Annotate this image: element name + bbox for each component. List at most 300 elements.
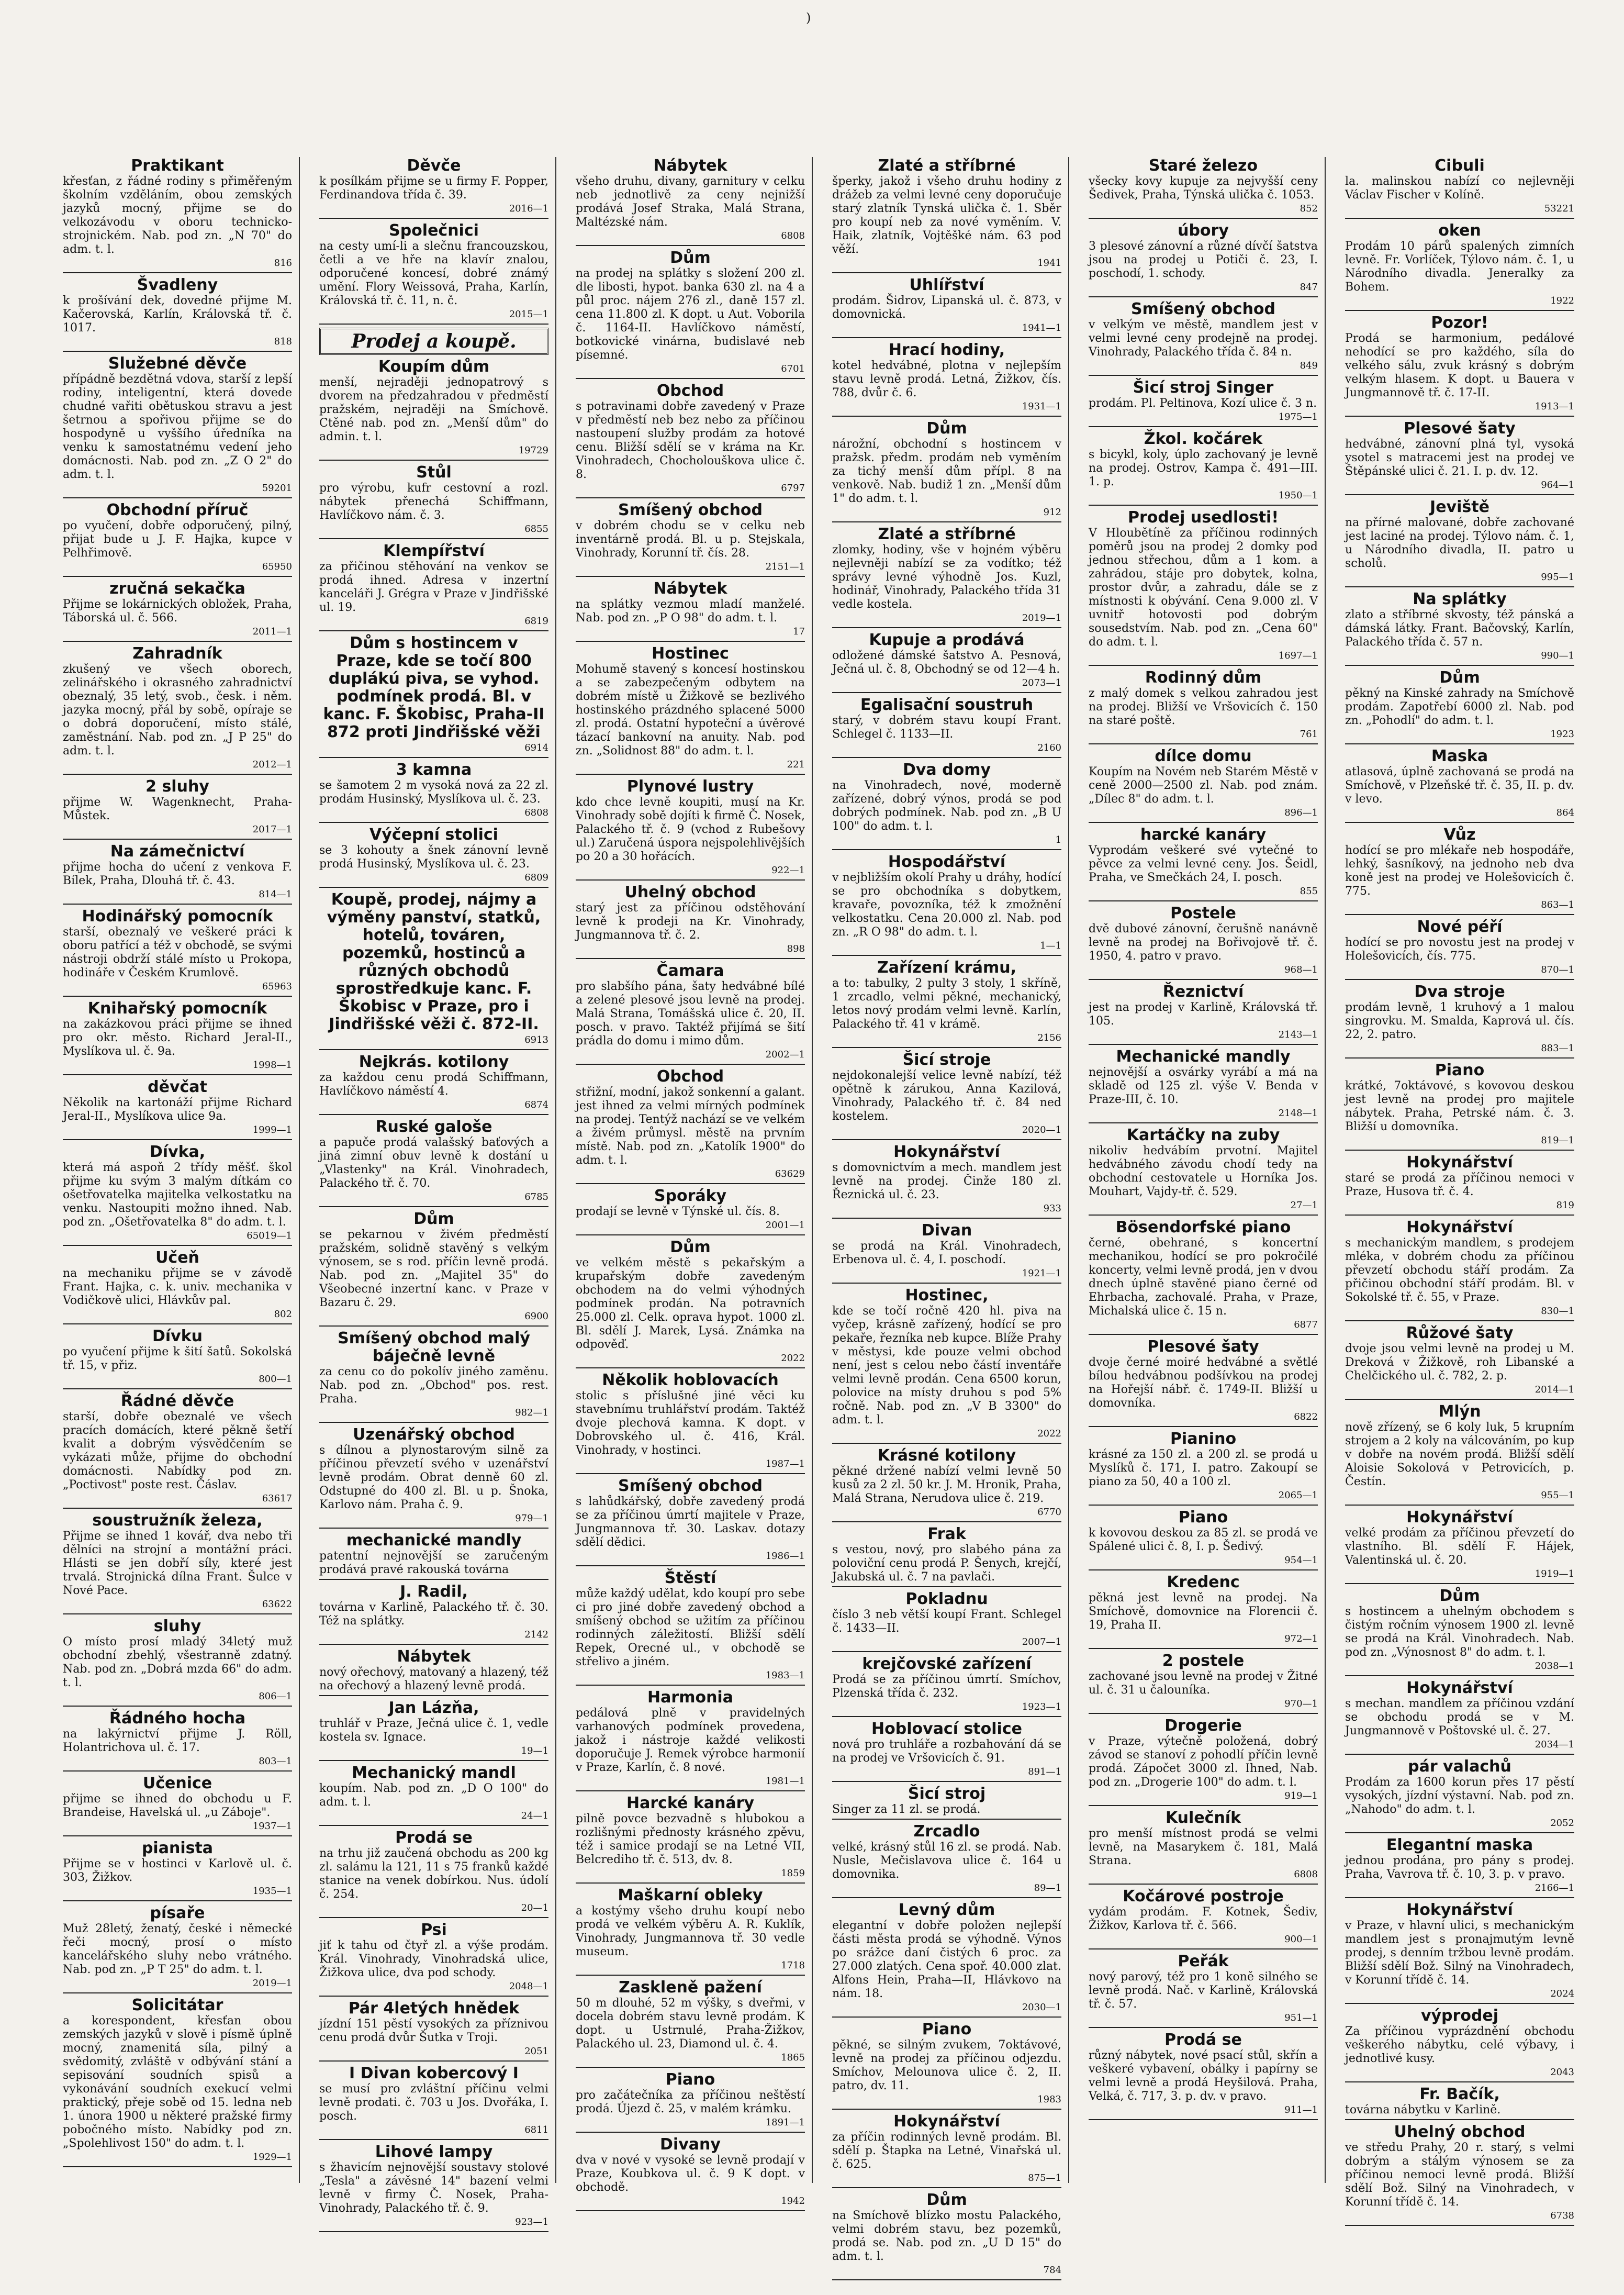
classified-ad xyxy=(63,843,292,905)
ad-heading: Kulečník xyxy=(1165,1809,1241,1827)
ad-heading: Dva stroje xyxy=(1414,983,1505,1001)
classified-ad xyxy=(1089,1338,1318,1427)
ad-reference-number: 819 xyxy=(1556,1200,1574,1211)
ad-reference-number: 65950 xyxy=(262,561,292,572)
ad-body: pěkný na Kinské zahrady na Smíchově prodám. Zapotřebí 6000 zl. Nab. pod zn. „Pohodlí" do adm. t. l. xyxy=(1345,687,1574,727)
classified-ad xyxy=(1345,157,1574,219)
ad-reference-number: 1921—1 xyxy=(1022,1268,1061,1279)
ad-heading: Šicí stroj xyxy=(908,1785,986,1803)
classified-ad xyxy=(1345,748,1574,823)
ad-heading: Piano xyxy=(665,2070,715,2089)
ad-heading: Uhelný obchod xyxy=(624,883,756,901)
ad-body: na Vinohradech, nové, moderně zařízené, dobrý výnos, prodá se pod dobrých podmínek. Nab. pod zn. „B U 100" do adm. t. l. xyxy=(832,779,1061,833)
ad-reference-number: 800—1 xyxy=(259,1374,292,1385)
ad-reference-number: 1929—1 xyxy=(252,2152,292,2163)
ad-body: v dobrém chodu se v celku neb inventárně prodá. Bl. u p. Stejskala, Vinohrady, Korunní tř. čís. 28. xyxy=(576,519,805,560)
classified-ad xyxy=(832,1901,1061,2018)
ad-body: vydám prodám. F. Kotnek, Šediv, Žižkov, Karlova tř. č. 566. xyxy=(1089,1906,1318,1932)
ad-body: za přičinou stěhování na venkov se prodá ihned. Adresa v inzertní kanceláři J. Grégra v Praze v Jindřišské ul. 19. xyxy=(319,560,548,614)
ad-heading: Růžové šaty xyxy=(1406,1324,1514,1342)
ad-body: zkušený ve všech oborech, zelinářského i okrasného zahradnictví obeznalý, 35 letý, svob., česk. i něm. jazyka mocný, přál by sobě, opíraje se o dobrá doporučení, místo stálé, zaměstnání. Nab. pod zn. „J P 25" do adm. t. l. xyxy=(63,663,292,757)
ad-body: na splátky vezmou mladí manželé. Nab. pod zn. „P O 98" do adm. t. l. xyxy=(576,598,805,625)
ad-reference-number: 990—1 xyxy=(1541,650,1574,661)
classified-ad xyxy=(1345,1154,1574,1216)
ad-heading: Jeviště xyxy=(1430,498,1489,516)
ad-heading: děvčat xyxy=(148,1078,207,1096)
ad-reference-number: 955—1 xyxy=(1541,1490,1574,1501)
classified-ad xyxy=(1345,2007,1574,2082)
ad-heading: pianista xyxy=(141,1839,214,1857)
ad-heading: Hostinec xyxy=(652,644,729,663)
ad-body: starý jest za příčinou odstěhování levně k prodeji na Kr. Vinohrady, Jungmannova tř. č. 2. xyxy=(576,901,805,942)
classified-ad xyxy=(63,1618,292,1707)
ad-heading: Koupě, prodej, nájmy a výměny panství, statků, hotelů, továren, pozemků, hostinců a různých obchodů sprostředkuje kanc. F. Škobisc v Praze, pro i Jindřišské věži č. 872-II. xyxy=(327,890,541,1033)
classified-ad xyxy=(63,1512,292,1614)
ad-body: Singer za 11 zl. se prodá. xyxy=(832,1803,981,1816)
ad-reference-number: 53221 xyxy=(1544,203,1574,214)
ad-heading: Dům xyxy=(926,419,967,438)
ad-heading: Dva domy xyxy=(902,761,991,779)
classified-ad xyxy=(1089,1717,1318,1806)
ad-body: různý nábytek, nové psací stůl, skřín a veškeré vybavení, obálky i papírny se velmi levně a prodá Heyšilová. Praha, Velká, č. 717, 3. p. dv. v pravo. xyxy=(1089,2049,1318,2103)
classified-ad xyxy=(319,358,548,461)
ad-heading: Plynové lustry xyxy=(626,777,754,796)
ad-heading: Maska xyxy=(1431,747,1488,765)
ad-body: nový ořechový, matovaný a hlazený, též na ořechový a hlazený levně prodá. xyxy=(319,1666,548,1692)
ad-reference-number: 6808 xyxy=(524,807,548,818)
ad-heading: Uhlířství xyxy=(909,276,984,294)
classified-ad xyxy=(832,341,1061,417)
classified-ad xyxy=(63,1328,292,1389)
ad-reference-number: 995—1 xyxy=(1541,572,1574,583)
ad-heading: 3 kamna xyxy=(396,761,472,779)
classified-ad xyxy=(1089,905,1318,980)
ad-reference-number: 1981—1 xyxy=(765,1776,805,1787)
ad-body: černé, obehrané, s koncertní mechanikou, hodící se pro pokročilé koncerty, velmi levně prodá, jen v dvou dnech úplně stavěné piano černé od Ehrbacha, zachovalé. Praha, v Praze, Michalská ulice č. 15 n. xyxy=(1089,1236,1318,1318)
classified-ad xyxy=(1089,1509,1318,1570)
ad-heading: Řeznictví xyxy=(1162,983,1244,1001)
classified-ad xyxy=(832,1287,1061,1444)
ad-heading: Psi xyxy=(421,1921,447,1939)
ad-body: za každou cenu prodá Schiffmann, Havlíčkovo náměstí 4. xyxy=(319,1071,548,1098)
ad-heading: Hokynářství xyxy=(1406,1508,1513,1527)
ad-heading: soustružník železa, xyxy=(92,1511,263,1530)
ad-reference-number: 1999—1 xyxy=(252,1124,292,1135)
ad-reference-number: 855 xyxy=(1300,886,1318,897)
ad-reference-number: 2014—1 xyxy=(1535,1384,1574,1395)
ad-reference-number: 2160 xyxy=(1037,742,1061,753)
classified-ad xyxy=(832,631,1061,693)
ad-reference-number: 849 xyxy=(1300,360,1318,371)
classified-ad xyxy=(832,853,1061,956)
classified-ad xyxy=(319,826,548,888)
ad-reference-number: 1942 xyxy=(781,2196,805,2207)
ad-body: elegantní v dobře položen nejlepší části města prodá se výhodně. Výnos po srážce daní čistých 6 proc. za 27.000 zlatých. Cena spoř. 40.000 zlat. Alfons Hein, Praha—II, Hlávkovo na nám. 18. xyxy=(832,1919,1061,2000)
ad-body: Za příčinou vyprázdnění obchodu veškerého nábytku, celé výbavy, i jednotlivé kusy. xyxy=(1345,2025,1574,2065)
ad-reference-number: 2002—1 xyxy=(765,1049,805,1060)
ad-body: nejnovější a osvárky vyrábí a má na skladě od 125 zl. výše V. Benda v Praze-III, č. 10. xyxy=(1089,1066,1318,1106)
ad-heading: dílce domu xyxy=(1155,747,1252,765)
ad-heading: Hokynářství xyxy=(893,1143,1000,1161)
ad-reference-number: 803—1 xyxy=(259,1756,292,1767)
classified-ad xyxy=(319,2065,548,2140)
ad-heading: Jan Lázňa, xyxy=(388,1699,479,1717)
ad-heading: Lihové lampy xyxy=(375,2143,493,2161)
ad-body: stolic s příslušné jiné věci ku stavebnímu truhlářství prodám. Taktéž dvoje plechová kamna. K dopt. v Dobrovského ul. č. 416, Král. Vinohrady, v hostinci. xyxy=(576,1389,805,1457)
ad-reference-number: 2156 xyxy=(1037,1032,1061,1043)
ad-heading: Hodinářský pomocník xyxy=(82,907,273,926)
ad-heading: Čamara xyxy=(656,962,724,980)
classified-ad xyxy=(63,502,292,577)
ad-reference-number: 870—1 xyxy=(1541,964,1574,975)
classified-ad xyxy=(576,580,805,642)
classified-ad xyxy=(1089,1430,1318,1506)
ad-body: jízdní 151 pěstí vysokých za příznivou cenu prodá dvůr Šutka v Troji. xyxy=(319,2018,548,2044)
classified-ad xyxy=(1345,222,1574,311)
ad-heading: Kartáčky na zuby xyxy=(1126,1126,1280,1144)
ad-body: Koupím na Novém neb Starém Městě v ceně 2000—2500 zl. Nab. pod znám. „Dílec 8" do adm. t. l. xyxy=(1089,765,1318,806)
classified-ad xyxy=(63,157,292,273)
classified-ad xyxy=(1345,1901,1574,2004)
ad-heading: Dům xyxy=(413,1210,454,1228)
classified-ad xyxy=(832,1143,1061,1219)
ad-heading: Fr. Bačík, xyxy=(1419,2085,1500,2103)
ad-heading: Frak xyxy=(927,1525,966,1543)
ad-body: pěkná jest levně na prodej. Na Smíchově, domovnice na Florencii č. 19, Praha II. xyxy=(1089,1591,1318,1632)
ad-body: Mohumě stavený s koncesí hostinskou a se zabezpečeným odbytem na dobrém místě u Žižkově se bezlivého hostinského prázdného splacené 5000 zl. prodá. Ostatní hypoteční a úvěrové tázací bankovní na anuity. Nab. pod zn. „Solidnost 88" do adm. t. l. xyxy=(576,663,805,757)
ad-heading: Obchod xyxy=(656,382,724,400)
page-mark: ) xyxy=(806,10,811,25)
ad-body: pro menší místnost prodá se velmi levně, na Masarykem č. 181, Malá Strana. xyxy=(1089,1827,1318,1867)
ad-reference-number: 2017—1 xyxy=(252,824,292,835)
ad-body: s mechan. mandlem za příčinou vzdání se obchodu prodá se v M. Jungmannově v Poštovské ul. č. 27. xyxy=(1345,1697,1574,1737)
ad-body: 50 m dlouhé, 52 m výšky, s dveřmi, v docela dobrém stavu levně prodám. K dopt. u Ustrnulé, Praha-Žižkov, Palackého ul. 23, Diamond ul. č. 4. xyxy=(576,1997,805,2051)
ad-reference-number: 2143—1 xyxy=(1278,1029,1318,1040)
ad-reference-number: 6738 xyxy=(1550,2210,1574,2221)
ad-body: v Praze, v hlavní ulici, s mechanickým mandlem jest s pronajmutým levně prodej, s denním tržbou levně prodám. Bližší sdělí Bož. Silný na Vinohradech, v Korunní třídě č. 14. xyxy=(1345,1919,1574,1987)
classified-ad xyxy=(319,157,548,219)
ad-body: prodám. Pl. Peltinova, Kozí ulice č. 3 n. xyxy=(1089,397,1317,410)
ad-reference-number: 1931—1 xyxy=(1022,401,1061,412)
ad-body: nový parový, též pro 1 koně silného se levně prodá. Nač. v Karlině, Královská tř. č. 57. xyxy=(1089,1970,1318,2011)
ad-heading: J. Radil, xyxy=(400,1583,468,1601)
ad-body: V Hloubětíně za příčinou rodinných poměrů jsou na prodej 2 domky pod jednou střechou, dům a 1 kom. a zahrádou, stáje pro dobytek, kolna, prostor dvůr, a zahradu, dále se z místnosti k obývání. Cena 9.000 zl. V uvnitř hotovosti pod dobrým sousedstvím. Nab. pod zn. „Cena 60" do adm. t. l. xyxy=(1089,527,1318,649)
ad-reference-number: 1859 xyxy=(781,1868,805,1879)
ad-heading: Krásné kotilony xyxy=(877,1446,1016,1465)
ad-heading: Smíšený obchod xyxy=(618,1477,763,1495)
classified-ad xyxy=(319,634,548,758)
classified-ad xyxy=(63,1840,292,1901)
ad-heading: Rodinný dům xyxy=(1145,669,1262,687)
ad-reference-number: 1987—1 xyxy=(765,1458,805,1469)
ad-body: jiť k tahu od čtyř zl. a výše prodám. Král. Vinohrady, Vinohradská ulice, Žižkova ulice, dva pod schody. xyxy=(319,1939,548,1979)
ad-heading: Dům xyxy=(1439,669,1480,687)
classified-ad xyxy=(1345,1679,1574,1755)
classified-ad xyxy=(1089,1953,1318,2028)
ad-reference-number: 1950—1 xyxy=(1278,490,1318,501)
ad-heading: Kupuje a prodává xyxy=(869,631,1025,649)
ad-body: po vyučení, dobře odporučený, pilný, přijat bude u J. F. Hajka, kupce v Pelhřimově. xyxy=(63,519,292,560)
classified-ad xyxy=(1089,222,1318,297)
ad-body: krátké, 7oktávové, s kovovou deskou jest levně na prodej pro majitele nábytek. Praha, Petrské nám. č. 3. Bližší u domovníka. xyxy=(1345,1079,1574,1133)
ad-body: s vestou, nový, pro slabého pána za poloviční cenu prodá P. Šenych, krejčí, Jakubská ul. č. 7 na pavlači. xyxy=(832,1543,1061,1584)
classified-ad xyxy=(576,1887,805,1976)
classified-ad xyxy=(832,1525,1061,1587)
column-2 xyxy=(319,157,548,2227)
ad-heading: Hospodářství xyxy=(888,853,1006,871)
classified-ad xyxy=(1345,1219,1574,1321)
ad-body: Přijme se lokárnických obložek, Praha, Táborská ul. č. 566. xyxy=(63,598,292,625)
ad-reference-number: 1697—1 xyxy=(1278,650,1318,661)
ad-reference-number: 951—1 xyxy=(1284,2012,1318,2023)
ad-reference-number: 919—1 xyxy=(1284,1790,1318,1801)
ad-reference-number: 89—1 xyxy=(1034,1882,1061,1893)
ad-heading: Uhelný obchod xyxy=(1394,2123,1526,2141)
ad-body: prodám. Šidrov, Lipanská ul. č. 873, v domovnická. xyxy=(832,294,1061,321)
classified-ad xyxy=(1345,2123,1574,2226)
classified-ad xyxy=(576,962,805,1065)
ad-body: ve velkém městě s pekařským a krupařským dobře zavedeným obchodem na do velmi výhodných podmínek prodán. Na potravních 25.000 zl. Celk. oprava hypot. 1000 zl. Bl. sdělí J. Marek, Lysá. Známka na odpověď. xyxy=(576,1256,805,1351)
ad-body: prodám levně, 1 kruhový a 1 malou singrovku. M. Smalda, Kaprová ul. čís. 22, 2. patro. xyxy=(1345,1001,1574,1041)
ad-reference-number: 2048—1 xyxy=(509,1981,548,1992)
ad-heading: oken xyxy=(1438,221,1481,240)
ad-body: za příčin rodinných levně prodám. Bl. sdělí p. Štapka na Letné, Vinařská ul. č. 625. xyxy=(832,2131,1061,2171)
ad-heading: 2 sluhy xyxy=(145,777,209,796)
ad-reference-number: 27—1 xyxy=(1290,1200,1318,1211)
ad-heading: Šicí stroje xyxy=(902,1051,991,1069)
ad-reference-number: 6770 xyxy=(1037,1507,1061,1518)
classified-ad xyxy=(1089,1574,1318,1649)
column-5 xyxy=(1089,157,1318,2183)
classified-ad xyxy=(319,464,548,539)
ad-reference-number: 2065—1 xyxy=(1278,1490,1318,1501)
classified-ad xyxy=(63,1775,292,1836)
classified-ad xyxy=(832,1823,1061,1898)
ad-reference-number: 59201 xyxy=(262,483,292,494)
ad-reference-number: 2166—1 xyxy=(1535,1882,1574,1893)
ad-body: pro slabšího pána, šaty hedvábné bílé a zelené plesové jsou levně na prodej. Malá Strana, Tomášská ulice č. 20, II. posch. v pravo. Taktéž přijímá se šití prádla do domu i mimo dům. xyxy=(576,980,805,1048)
ad-heading: Maškarní obleky xyxy=(618,1886,763,1904)
ad-heading: Nábytek xyxy=(653,157,727,175)
ad-body: za cenu co do pokolív jiného zaměnu. Nab. pod zn. „Obchod" pos. rest. Praha. xyxy=(319,1365,548,1406)
ad-reference-number: 761 xyxy=(1300,729,1318,740)
ad-heading: Na zámečnictví xyxy=(110,842,245,861)
ad-body: číslo 3 neb větší koupí Frant. Schlegel č. 1433—II. xyxy=(832,1608,1061,1635)
ad-body: a to: tabulky, 2 pulty 3 stoly, 1 skříně, 1 zrcadlo, velmi pěkné, mechanický, letos nový prodám velmi levně. Karlín, Palackého tř. 41 v krámě. xyxy=(832,977,1061,1031)
ad-heading: Štěstí xyxy=(664,1569,716,1587)
column-1 xyxy=(63,157,292,2183)
ad-reference-number: 2142 xyxy=(524,1629,548,1640)
ad-heading: Vůz xyxy=(1443,826,1476,844)
ad-reference-number: 1891—1 xyxy=(765,2117,805,2128)
classified-ad xyxy=(1345,591,1574,666)
classified-ad xyxy=(1345,498,1574,587)
ad-reference-number: 1983 xyxy=(1037,2094,1061,2105)
classified-ad xyxy=(832,1785,1061,1820)
classified-ad xyxy=(63,1143,292,1246)
ad-reference-number: 65019—1 xyxy=(247,1230,292,1241)
ad-heading: Hostinec, xyxy=(905,1286,989,1305)
classified-ad xyxy=(1345,314,1574,417)
ad-heading: Švadleny xyxy=(137,276,218,294)
ad-reference-number: 968—1 xyxy=(1284,964,1318,975)
ad-body: Prodá se harmonium, pedálové nehodící se pro každého, síla do velkého sálu, zvuk krásný s dobrým velkým hlasem. K dopt. u Bauera v Jungmannově tř. č. 17-II. xyxy=(1345,332,1574,399)
ad-body: kdo chce levně koupiti, musí na Kr. Vinohrady sobě dojíti k firmě Č. Nosek, Palackého tř. č. 9 (vchod z Rubešovy ul.) Zaručená úspora nejspolehlivějších po 20 a 30 hořácích. xyxy=(576,796,805,863)
ad-heading: Hokynářství xyxy=(1406,1218,1513,1236)
ad-body: pěkné, se silným zvukem, 7oktávové, levně na prodej za příčinou odjezdu. Smíchov, Melounova ulice č. 2, II. patro, dv. 11. xyxy=(832,2038,1061,2092)
ad-body: pro začátečníka za příčinou neštěstí prodá. Újezd č. 25, v malém krámku. xyxy=(576,2089,805,2115)
classified-ad xyxy=(319,1330,548,1423)
ad-heading: Praktikant xyxy=(131,157,224,175)
ad-reference-number: 806—1 xyxy=(259,1691,292,1702)
ad-body: zlomky, hodiny, vše v hojném výběru nejlevněji nabízí se za vodítko; též správy levné výhodně Jos. Kuzl, hodinář, Vinohrady, Palackého třída 31 vedle kostela. xyxy=(832,543,1061,611)
ad-reference-number: 1718 xyxy=(781,1960,805,1971)
ad-body: hodící se pro mlékaře neb hospodáře, lehký, šasníkový, na jednoho neb dva koně jest na prodej ve Holešovicích č. 775. xyxy=(1345,844,1574,898)
ad-reference-number: 2043 xyxy=(1550,2067,1574,2078)
ad-heading: 2 postele xyxy=(1162,1652,1245,1670)
ad-reference-number: 2020—1 xyxy=(1022,1124,1061,1135)
ad-body: Přijme se ihned 1 kovář, dva nebo tři dělníci na strojní a montážní práci. Hlásti se jen dobří síly, které jest trvalá. Strojnická dílna Frant. Šulce v Nové Pace. xyxy=(63,1530,292,1597)
ad-reference-number: 1922 xyxy=(1550,295,1574,306)
ad-reference-number: 2073—1 xyxy=(1022,677,1061,688)
classified-ad xyxy=(1089,983,1318,1045)
ad-reference-number: 2151—1 xyxy=(765,561,805,572)
ad-heading: Obchod xyxy=(656,1067,724,1086)
classified-ad xyxy=(319,1053,548,1115)
classified-ad xyxy=(319,1583,548,1645)
classified-ad xyxy=(1345,420,1574,495)
ad-heading: Nejkrás. kotilony xyxy=(359,1053,509,1071)
classified-ad xyxy=(319,1829,548,1918)
ad-body: krásné za 150 zl. a 200 zl. se prodá u Myslíků č. 171, I. patro. Zakoupí se piano za 50, 40 a 100 zl. xyxy=(1089,1448,1318,1488)
ad-heading: mechanické mandly xyxy=(346,1531,522,1550)
ad-body: la. malinskou nabízí co nejlevněji Václav Fischer v Kolíně. xyxy=(1345,175,1574,202)
ad-reference-number: 891—1 xyxy=(1028,1766,1061,1777)
ad-body: starší, obeznalý ve veškeré práci k oboru patřící a též v obchodě, se svými nástroji obdrží stálé místo u Prokopa, hodináře v Českém Krumlově. xyxy=(63,926,292,979)
ad-heading: Nábytek xyxy=(397,1647,471,1666)
ad-reference-number: 2038—1 xyxy=(1535,1661,1574,1672)
ad-body: může každý udělat, kdo koupí pro sebe ci pro jiné dobře zavedený obchod a smíšený obchod se užitím za příčinou rodinných záležitostí. Bližší sdělí Repek, Orecné ul., v obchodě se střelivo a jiném. xyxy=(576,1587,805,1668)
ad-heading: pár valachů xyxy=(1408,1757,1511,1776)
classified-ad xyxy=(63,1249,292,1324)
ad-heading: Několik hoblovacích xyxy=(602,1371,779,1389)
ad-body: pedálová plně v pravidelných varhanových podmínek provedena, jakož i nástroje každé velikosti doporučuje J. Remek výrobce harmonií v Praze, Karlín, č. 8 nové. xyxy=(576,1707,805,1774)
classified-ad xyxy=(319,1921,548,1997)
ad-reference-number: 2148—1 xyxy=(1278,1108,1318,1119)
ad-body: starší, dobře obeznalé ve všech pracích domácích, které pěkně šetří kvalit a dobrým výsvědčením se vykázati může, přijme do obchodní domácnosti. Nabídky pod zn. „Poctivost" poste rest. Čáslav. xyxy=(63,1410,292,1491)
ad-heading: výprodej xyxy=(1420,2007,1499,2025)
ad-heading: úbory xyxy=(1178,221,1229,240)
ad-reference-number: 1923—1 xyxy=(1022,1701,1061,1712)
classified-ad xyxy=(576,157,805,246)
classified-ad xyxy=(1345,669,1574,744)
ad-heading: Cibuli xyxy=(1435,157,1485,175)
ad-body: pilně povce bezvadně s hlubokou a rozlišnými přednosty krásného zpěvu, též i samice prodají se na Letné VII, Belcrediho tř. č. 513, dv. 8. xyxy=(576,1812,805,1866)
classified-ad xyxy=(319,542,548,631)
classified-ad xyxy=(1089,430,1318,506)
ad-heading: Zlaté a stříbrné xyxy=(878,157,1016,175)
ad-heading: Postele xyxy=(1170,904,1236,922)
ad-body: šperky, jakož i všeho druhu hodiny z drážeb za velmi levné ceny doporučuje starý zlatník Tynská ulička č. 1. Sběr pro koupí neb za nové vyměním. V. Haik, zlatník, Vojtěšké nám. 63 pod věží. xyxy=(832,175,1061,256)
ad-reference-number: 2019—1 xyxy=(252,1978,292,1989)
ad-body: Vyprodám veškeré své vytečné to pěvce za velmi levné ceny. Jos. Šeidl, Praha, ve Smečkách 24, I. posch. xyxy=(1089,844,1318,884)
ad-heading: Dům xyxy=(926,2191,967,2209)
ad-body: kde se točí ročně 420 hl. piva na vyčep, krásně zařízený, hodící se pro pekaře, řezníka neb kupce. Blíže Prahy v městysi, kde pouze velmi obchod není, jest s celou nebo částí inventáře velmi levně prodán. Cena 6500 korun, polovice na místy druhou s pod 5% ročně. Nab. pod zn. „V B 3300" do adm. t. l. xyxy=(832,1305,1061,1427)
ad-heading: Staré železo xyxy=(1148,157,1258,175)
ad-heading: Mlýn xyxy=(1438,1402,1481,1421)
ad-body: pěkné držené nabízí velmi levně 50 kusů za 2 zl. 50 kr. J. M. Hronik, Praha, Malá Strana, Nerudova ulice č. 219. xyxy=(832,1465,1061,1505)
classified-ad xyxy=(832,1590,1061,1652)
ad-body: jest na prodej v Karlině, Královská tř. 105. xyxy=(1089,1001,1318,1028)
ad-reference-number: 2001—1 xyxy=(765,1220,805,1231)
ad-reference-number: 1913—1 xyxy=(1535,401,1574,412)
classified-ad xyxy=(63,580,292,642)
ad-body: Prodám 10 párů spalených zimních levně. Fr. Vorlíček, Týlovo nám. č. 1, u Národního divadla. Jeneralky za Bohem. xyxy=(1345,240,1574,294)
ad-body: se šamotem 2 m vysoká nová za 22 zl. prodám Husinský, Myslíkova ul. č. 23. xyxy=(319,779,548,806)
ad-heading: Zrcadlo xyxy=(913,1822,980,1841)
classified-ad xyxy=(63,645,292,775)
classified-ad xyxy=(63,1710,292,1772)
classified-ad xyxy=(319,1426,548,1529)
ad-reference-number: 2034—1 xyxy=(1535,1739,1574,1750)
ad-reference-number: 6701 xyxy=(781,363,805,374)
classified-ad xyxy=(576,645,805,775)
classified-ad xyxy=(576,1068,805,1184)
ad-body: továrna v Karlině, Palackého tř. č. 30. Též na splátky. xyxy=(319,1601,548,1628)
ad-body: přijme hocha do učení z venkova F. Bílek, Praha, Dlouhá tř. č. 43. xyxy=(63,861,292,887)
ad-heading: Divany xyxy=(660,2135,721,2154)
ad-heading: Levný dům xyxy=(898,1901,995,1919)
ad-heading: Pokladnu xyxy=(905,1590,988,1608)
ad-body: se pekarnou v živém předměstí pražském, solidně stavěný s velkým výnosem, se s rod. příčin levně prodá. Nab. pod zn. „Majitel 35" do Všeobecné inzertní kanc. v Praze v Bazaru č. 29. xyxy=(319,1228,548,1309)
classified-ad xyxy=(1345,1062,1574,1151)
ad-body: k kovovou deskou za 85 zl. se prodá ve Spálené ulici č. 8, I. p. Šedivý. xyxy=(1089,1527,1318,1553)
ad-reference-number: 17 xyxy=(793,626,805,637)
ad-body: v velkým ve městě, mandlem jest v velmi levné ceny prodejně na prodej. Vinohrady, Palackého třída č. 84 n. xyxy=(1089,318,1318,359)
ad-reference-number: 20—1 xyxy=(521,1902,548,1913)
ad-heading: Egalisační soustruh xyxy=(860,696,1034,714)
ad-heading: Služebné děvče xyxy=(108,354,247,373)
ad-heading: Hokynářství xyxy=(1406,1901,1513,1919)
classified-ad xyxy=(319,1648,548,1696)
ad-body: s lahůdkářský, dobře zavedený prodá se za příčinou úmrtí majitele v Praze, Jungmannova tř. 30. Laskav. dotazy sdělí dědici. xyxy=(576,1495,805,1549)
ad-heading: Hoblovací stolice xyxy=(871,1720,1022,1738)
ad-body: s dílnou a plynostarovým silně za příčinou převzetí svého v uzenářství levně prodám. Obrat denně 60 zl. Odstupné do 400 zl. Bl. u p. Šnoka, Karlovo nám. Praha č. 9. xyxy=(319,1444,548,1511)
classified-ad xyxy=(576,1372,805,1474)
ad-heading: Dům xyxy=(670,249,711,267)
ad-heading: Harmonia xyxy=(647,1688,733,1707)
ad-reference-number: 2007—1 xyxy=(1022,1636,1061,1647)
ad-body: Několik na kartonáží přijme Richard Jeral-II., Myslíkova ulice 9a. xyxy=(63,1096,292,1123)
column-4 xyxy=(832,157,1061,2276)
classified-ad xyxy=(319,2000,548,2062)
ad-reference-number: 63617 xyxy=(262,1493,292,1504)
ad-heading: Děvče xyxy=(407,157,461,175)
ad-heading: Hokynářství xyxy=(893,2112,1000,2131)
ad-heading: písaře xyxy=(150,1904,205,1922)
classified-ad xyxy=(576,249,805,379)
ad-heading: Pár 4letých hnědek xyxy=(348,1999,520,2018)
ad-heading: Harcké kanáry xyxy=(626,1794,754,1812)
ad-reference-number: 1923 xyxy=(1550,729,1574,740)
ad-body: továrna nábytku v Karlině. xyxy=(1345,2103,1501,2116)
ad-body: která má aspoň 2 třídy měšť. škol přijme ku svým 3 malým dítkám co ošetřovatelka majitelka velkostatku na venku. Nastoupiti možno ihned. Nab. pod zn. „Ošetřovatelka 8" do adm. t. l. xyxy=(63,1161,292,1229)
ad-body: s potravinami dobře zavedený v Praze v předměstí neb bez nebo za příčinou nastoupení služby prodám za hotové cenu. Bližší sdělí se v kráma na Kr. Vinohradech, Chocholouškova ulice č. 8. xyxy=(576,400,805,481)
ad-body: na lakýrnictví přijme J. Röll, Holantrichova ul. č. 17. xyxy=(63,1728,292,1754)
ad-reference-number: 911—1 xyxy=(1284,2104,1318,2115)
ad-reference-number: 2024 xyxy=(1550,1988,1574,1999)
classified-ad xyxy=(576,1795,805,1884)
